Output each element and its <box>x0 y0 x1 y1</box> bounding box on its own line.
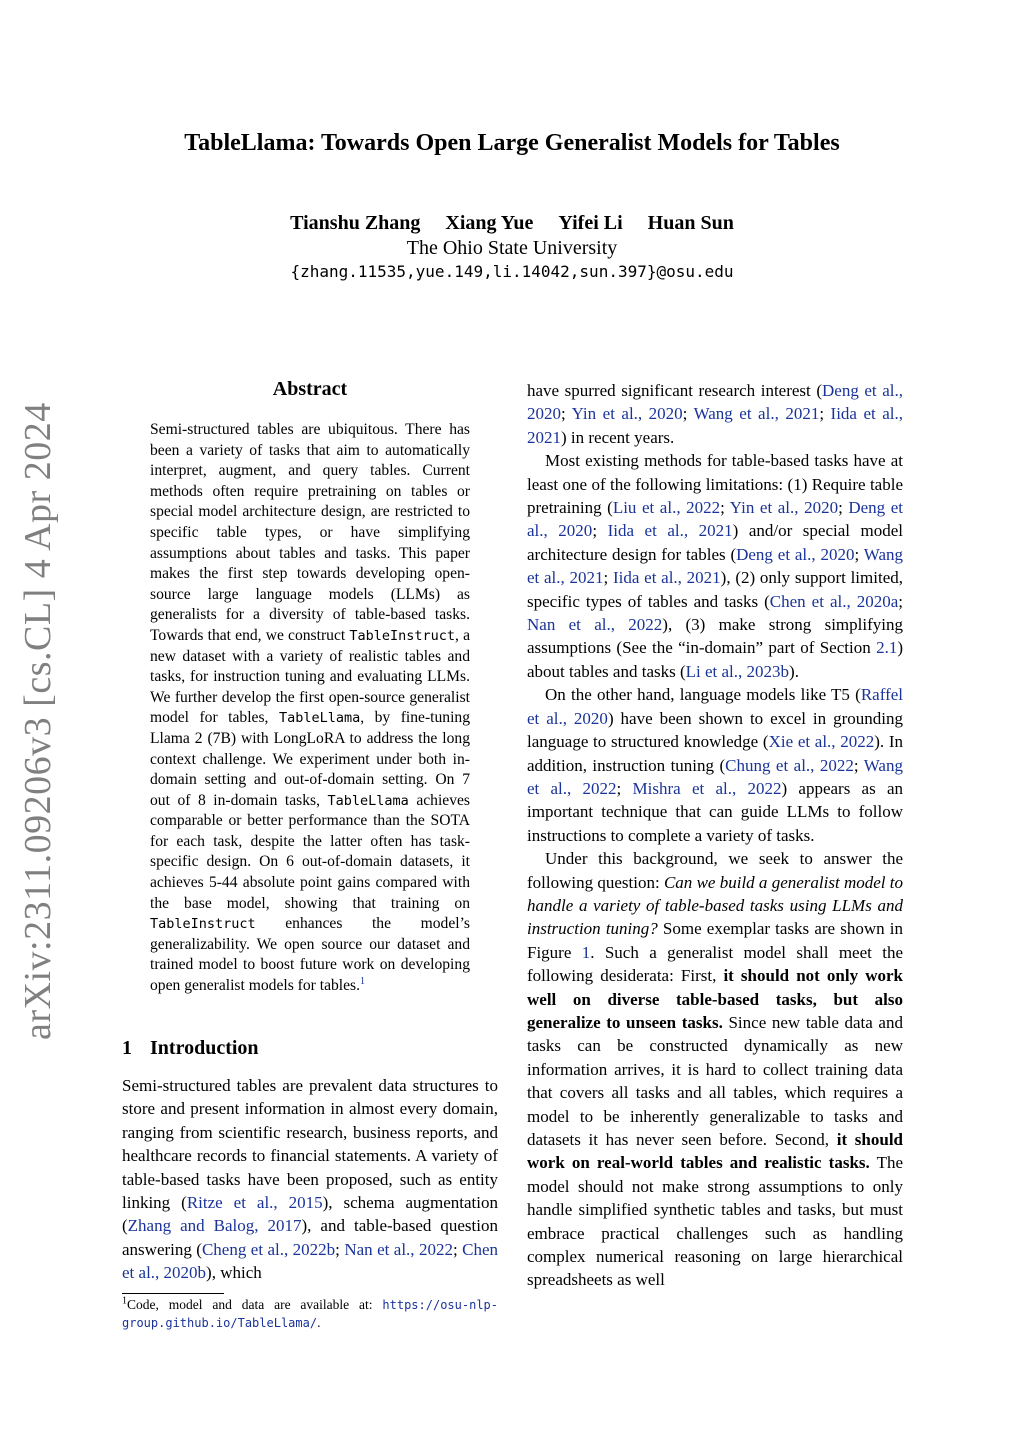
section-title: Introduction <box>150 1037 259 1059</box>
abstract-heading: Abstract <box>272 378 348 400</box>
arxiv-identifier: arXiv:2311.09206v3 [cs.CL] 4 Apr 2024 <box>17 402 59 1040</box>
abstract-text: Semi-structured tables are ubiquitous. There has been a variety of tasks that aim to automatically interpret, augment, and query tables. Current methods often require pretraining on tables or special model architecture design, are restricted to specific table types, or have simplifying assumptions about tables and tasks. This paper makes the first step towards developing open-source large language models (LLMs) as generalists for a diversity of table-based tasks. Towards that end, we construct <box>150 421 470 644</box>
citation-link[interactable]: Ritze et al., 2015 <box>186 1193 323 1213</box>
section-number: 1 <box>122 1037 132 1059</box>
footnote-url-link[interactable]: https://osu-nlp-group.github.io/TableLlama/ <box>122 1298 498 1330</box>
body-text: ), schema augmentation ( <box>122 1193 498 1236</box>
desideratum-bold: it should not only work well on diverse table-based tasks, but also generalize to unseen tasks. <box>527 966 903 1032</box>
citation-link[interactable]: Nan et al., 2022 <box>527 615 663 635</box>
footnote-text: Code, model and data are available at: <box>127 1297 383 1312</box>
citation-link[interactable]: Iida et al., 2021 <box>607 521 733 541</box>
citation-link[interactable]: Chen et al., 2020a <box>769 591 899 611</box>
citation-link[interactable]: Yin et al., 2020 <box>571 404 683 424</box>
citation-separator: ; <box>682 404 694 424</box>
body-text: ) and/or special model architecture design for tables ( <box>527 521 904 564</box>
citation-link[interactable]: Deng et al., 2020 <box>736 544 855 564</box>
paragraph <box>122 1074 498 1285</box>
footnote-ref[interactable]: 1 <box>360 975 366 987</box>
citation-separator: ; <box>592 521 608 541</box>
body-text: . Such a generalist model shall meet the following desiderata: First, <box>527 942 903 986</box>
body-text: On the other hand, language models like T5 ( <box>545 685 861 705</box>
citation-link[interactable]: Deng et al., 2020 <box>527 381 903 424</box>
body-text: ), and table-based question answering ( <box>122 1216 498 1259</box>
footnote-end: . <box>317 1315 321 1330</box>
citation-link[interactable]: Mishra et al., 2022 <box>632 778 782 798</box>
intro-right-column <box>527 379 903 1292</box>
citation-link[interactable]: Wang et al., 2021 <box>527 544 903 588</box>
citation-link[interactable]: Yin et al., 2020 <box>729 498 839 518</box>
citation-link[interactable]: Liu et al., 2022 <box>612 498 721 518</box>
paragraph <box>527 847 903 1292</box>
citation-link[interactable]: Iida et al., 2021 <box>612 568 721 588</box>
body-text: ) in recent years. <box>561 427 675 447</box>
author-list <box>0 210 1024 236</box>
section-heading-introduction <box>122 1037 259 1060</box>
abstract-text: achieves comparable or better performance than the SOTA for each task, despite the latter often has task-specific design. On 6 out-of-domain datasets, it achieves 5-44 absolute point gains compared with the base model, showing that training on <box>150 791 470 912</box>
author-name: Xiang Yue <box>445 212 534 234</box>
model-name: TableLlama <box>327 792 409 809</box>
body-text: ) appears as an important technique that can guide LLMs to follow instructions to complete a variety of tasks. <box>527 778 904 845</box>
citation-separator: ; <box>898 591 904 611</box>
footnote <box>122 1296 498 1332</box>
citation-link[interactable]: Wang et al., 2021 <box>693 404 820 424</box>
citation-link[interactable]: Cheng et al., 2022b <box>201 1239 336 1259</box>
dataset-name: TableInstruct <box>150 916 256 933</box>
research-question: Can we build a generalist model to handle a variety of table-based tasks using LLMs and instruction tuning? <box>527 872 903 939</box>
figure-link[interactable]: 1 <box>581 942 591 962</box>
citation-link[interactable]: Zhang and Balog, 2017 <box>127 1216 302 1236</box>
author-name: Huan Sun <box>647 212 734 234</box>
body-text: ). <box>789 661 799 681</box>
paragraph <box>527 449 903 683</box>
author-name: Yifei Li <box>558 212 623 234</box>
citation-link[interactable]: Nan et al., 2022 <box>344 1239 453 1259</box>
body-text: ), (3) make strong simplifying assumptions (See the “in-domain” part of Section <box>527 615 903 658</box>
body-text: Under this background, we seek to answer the following question: <box>527 849 903 892</box>
abstract-text: enhances the model’s generalizability. We open source our dataset and trained model to boost future work on developing open generalist models for tables. <box>150 915 470 995</box>
desideratum-bold: it should work on real-world tables and realistic tasks. <box>527 1130 904 1173</box>
section-link[interactable]: 2.1 <box>876 638 898 658</box>
abstract-text: , a new dataset with a variety of realistic tables and tasks, for instruction tuning and evaluating LLMs. We further develop the first open-source generalist model for tables, <box>150 626 470 727</box>
body-text: ) about tables and tasks ( <box>527 638 903 681</box>
paragraph <box>527 379 903 449</box>
author-emails[interactable]: {zhang.11535,yue.149,li.14042,sun.397}@osu.edu <box>290 262 734 281</box>
body-text: ), (2) only support limited, specific types of tables and tasks ( <box>527 568 903 611</box>
citation-link[interactable]: Wang et al., 2022 <box>527 755 903 798</box>
citation-link[interactable]: Chen et al., 2020b <box>122 1239 499 1283</box>
citation-separator: ; <box>561 404 572 424</box>
citation-separator: ; <box>854 544 864 564</box>
citation-link[interactable]: Chung et al., 2022 <box>725 755 854 775</box>
body-text: Since new table data and tasks can be constructed dynamically as new information arrives, it is hard to collect training data that covers all tasks and all tables, which requires a model to be inherently generalizable to tasks and datasets it has never seen before. Second, <box>527 1012 903 1149</box>
intro-left-column <box>122 1074 498 1285</box>
citation-separator: ; <box>452 1239 463 1259</box>
body-text: ) have been shown to excel in grounding language to structured knowledge ( <box>527 708 903 752</box>
model-name: TableLlama <box>278 710 361 727</box>
body-text: Most existing methods for table-based tasks have at least one of the following limitations: (1) Require table pretraining ( <box>527 451 903 518</box>
body-text: ), which <box>206 1263 262 1283</box>
citation-link[interactable]: Xie et al., 2022 <box>768 732 875 752</box>
citation-separator: ; <box>335 1239 345 1259</box>
footnote-mark: 1 <box>122 1295 127 1307</box>
citation-separator: ; <box>838 498 849 518</box>
citation-separator: ; <box>819 404 831 424</box>
body-text: Some exemplar tasks are shown in Figure <box>527 919 903 962</box>
body-text: ). In addition, instruction tuning ( <box>527 732 903 775</box>
citation-separator: ; <box>853 755 864 775</box>
citation-separator: ; <box>603 568 613 588</box>
author-name: Tianshu Zhang <box>290 212 421 234</box>
abstract-body <box>150 420 470 997</box>
body-text: have spurred significant research interest ( <box>527 381 822 400</box>
footnote-rule <box>122 1293 224 1294</box>
body-text: Semi-structured tables are prevalent data structures to store and present information in almost every domain, ranging from scientific research, business reports, and healthcare records to financial statements. A variety of table-based tasks have been proposed, such as entity linking ( <box>122 1076 498 1213</box>
citation-separator: ; <box>616 778 633 798</box>
affiliation: The Ohio State University <box>406 237 618 259</box>
citation-separator: ; <box>720 498 730 518</box>
dataset-name: TableInstruct <box>349 627 456 644</box>
citation-link[interactable]: Iida et al., 2021 <box>527 404 903 447</box>
citation-link[interactable]: Li et al., 2023b <box>685 661 790 681</box>
body-text: The model should not make strong assumptions to only handle simplified synthetic tables and tasks, but must embrace practical challenges such as handling complex numerical reasoning on large hierarchical spreadsheets as well <box>527 1153 904 1290</box>
paragraph <box>527 683 903 847</box>
paper-title: TableLlama: Towards Open Large Generalist Models for Tables <box>184 130 840 156</box>
abstract-text: , by fine-tuning Llama 2 (7B) with LongLoRA to address the long context challenge. We experiment under both in-domain setting and out-of-domain setting. On 7 out of 8 in-domain tasks, <box>150 709 470 809</box>
citation-link[interactable]: Deng et al., 2020 <box>527 498 904 541</box>
citation-link[interactable]: Raffel et al., 2020 <box>527 685 903 728</box>
